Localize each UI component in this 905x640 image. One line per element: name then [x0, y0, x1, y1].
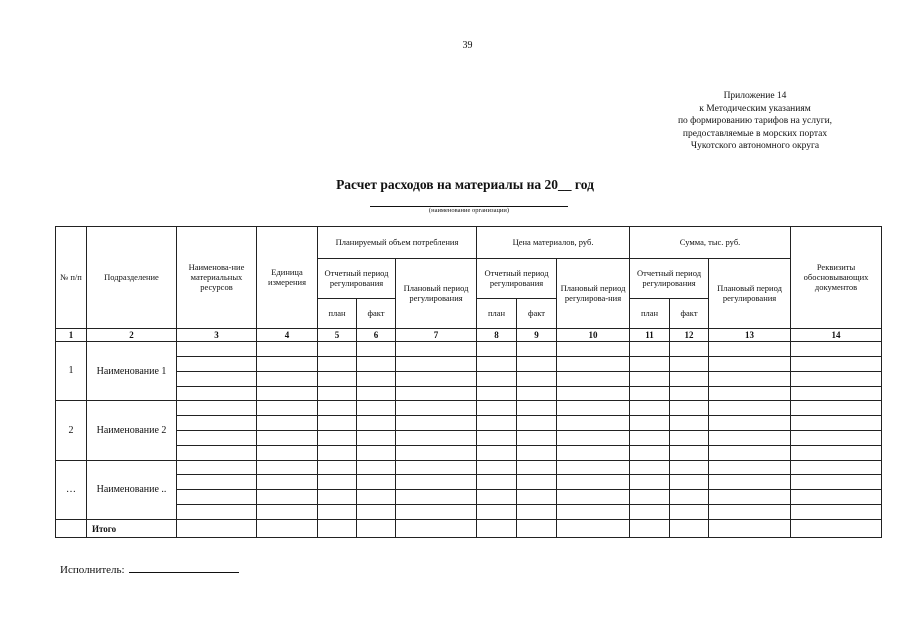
- header-planned-period: Плановый период регулирования: [709, 258, 791, 328]
- row-number: 2: [56, 401, 87, 460]
- table-cell: [791, 371, 882, 386]
- header-sum: Сумма, тыс. руб.: [630, 227, 791, 259]
- table-cell: [396, 520, 477, 538]
- table-cell: [357, 520, 396, 538]
- table-cell: [177, 520, 257, 538]
- header-fact: факт: [517, 298, 557, 328]
- table-cell: [396, 431, 477, 446]
- table-row: [56, 386, 882, 401]
- table-cell: [477, 460, 517, 475]
- document-title: Расчет расходов на материалы на 20__ год: [336, 177, 594, 192]
- table-cell: [517, 386, 557, 401]
- table-cell: [318, 490, 357, 505]
- table-cell: [557, 475, 630, 490]
- table-cell: [396, 460, 477, 475]
- header-resources: Наименова-ние материальных ресурсов: [177, 227, 257, 329]
- table-cell: [630, 401, 670, 416]
- table-cell: [557, 357, 630, 372]
- table-cell: [177, 505, 257, 520]
- table-cell: [709, 520, 791, 538]
- table-cell: [517, 460, 557, 475]
- table-cell: [396, 475, 477, 490]
- column-number: 2: [87, 328, 177, 342]
- column-number: 5: [318, 328, 357, 342]
- table-cell: [670, 490, 709, 505]
- column-number: 7: [396, 328, 477, 342]
- executor-label: Исполнитель:: [60, 564, 125, 576]
- table-cell: [709, 371, 791, 386]
- table-cell: [257, 342, 318, 357]
- materials-expense-table: [55, 226, 882, 538]
- table-cell: [257, 357, 318, 372]
- table-cell: [177, 445, 257, 460]
- table-cell: [517, 490, 557, 505]
- header-report-period: Отчетный период регулирования: [477, 258, 557, 298]
- appendix-line: Чукотского автономного округа: [690, 141, 820, 151]
- table-cell: [477, 342, 517, 357]
- table-cell: [257, 490, 318, 505]
- page-number: 39: [462, 40, 473, 51]
- table-cell: [630, 520, 670, 538]
- table-cell: [177, 460, 257, 475]
- header-num: № п/п: [56, 227, 87, 329]
- table-cell: [177, 357, 257, 372]
- table-cell: [670, 475, 709, 490]
- table-cell: [318, 342, 357, 357]
- table-cell: [517, 431, 557, 446]
- table-cell: [357, 505, 396, 520]
- table-cell: [477, 475, 517, 490]
- table-cell: [709, 386, 791, 401]
- table-cell: [791, 445, 882, 460]
- table-row: [56, 475, 882, 490]
- header-planned-period: Плановый период регулирова-ния: [557, 258, 630, 328]
- table-cell: [357, 490, 396, 505]
- table-cell: [357, 416, 396, 431]
- table-cell: [517, 401, 557, 416]
- total-row: [56, 520, 882, 538]
- table-cell: [791, 386, 882, 401]
- column-number: 8: [477, 328, 517, 342]
- table-cell: [357, 342, 396, 357]
- table-cell: [517, 445, 557, 460]
- table-cell: [477, 401, 517, 416]
- table-cell: [670, 445, 709, 460]
- table-cell: [318, 460, 357, 475]
- table-cell: [557, 445, 630, 460]
- table-cell: [56, 520, 87, 538]
- column-number: 4: [257, 328, 318, 342]
- table-cell: [557, 342, 630, 357]
- table-cell: [396, 401, 477, 416]
- table-cell: [318, 401, 357, 416]
- signature-line: [129, 563, 239, 573]
- table-cell: [177, 342, 257, 357]
- table-cell: [477, 371, 517, 386]
- table-cell: [630, 505, 670, 520]
- table-cell: [791, 342, 882, 357]
- table-cell: [517, 505, 557, 520]
- table-cell: [177, 416, 257, 431]
- table-cell: [318, 386, 357, 401]
- table-cell: [670, 371, 709, 386]
- table-cell: [630, 460, 670, 475]
- header-docs: Реквизиты обосновывающих документов: [791, 227, 882, 329]
- column-number: 6: [357, 328, 396, 342]
- table-cell: [257, 416, 318, 431]
- table-cell: [477, 520, 517, 538]
- table-cell: [517, 520, 557, 538]
- header-plan: план: [630, 298, 670, 328]
- row-number: …: [56, 460, 87, 519]
- table-cell: [257, 431, 318, 446]
- division-name: Наименование 2: [87, 401, 177, 460]
- header-fact: факт: [357, 298, 396, 328]
- division-name: Наименование ..: [87, 460, 177, 519]
- table-cell: [477, 490, 517, 505]
- table-cell: [630, 416, 670, 431]
- table-cell: [318, 445, 357, 460]
- table-cell: [257, 505, 318, 520]
- table-cell: [709, 401, 791, 416]
- header-unit: Единица измерения: [257, 227, 318, 329]
- organization-caption: (наименование организации): [428, 207, 510, 214]
- table-cell: [709, 342, 791, 357]
- table-cell: [709, 416, 791, 431]
- column-number: 1: [56, 328, 87, 342]
- table-row: [56, 445, 882, 460]
- table-cell: [357, 401, 396, 416]
- table-cell: [318, 520, 357, 538]
- table-cell: [791, 520, 882, 538]
- table-cell: [557, 386, 630, 401]
- table-cell: [357, 371, 396, 386]
- division-name: Наименование 1: [87, 342, 177, 401]
- table-cell: [557, 490, 630, 505]
- header-plan: план: [318, 298, 357, 328]
- table-row: [56, 431, 882, 446]
- table-cell: [396, 490, 477, 505]
- table-cell: [257, 445, 318, 460]
- table-cell: [557, 401, 630, 416]
- table-cell: [517, 475, 557, 490]
- table-cell: [517, 342, 557, 357]
- table-cell: [791, 357, 882, 372]
- table-cell: [709, 431, 791, 446]
- table-cell: [357, 357, 396, 372]
- table-cell: [318, 505, 357, 520]
- table-cell: [477, 431, 517, 446]
- table-cell: [257, 401, 318, 416]
- table-cell: [791, 460, 882, 475]
- table-cell: [257, 371, 318, 386]
- table-cell: [791, 401, 882, 416]
- table-header: [56, 227, 882, 329]
- column-numbers-row: [56, 328, 882, 342]
- table-cell: [477, 416, 517, 431]
- table-cell: [177, 401, 257, 416]
- table-cell: [709, 505, 791, 520]
- table-cell: [257, 475, 318, 490]
- table-cell: [318, 371, 357, 386]
- table-cell: [517, 357, 557, 372]
- table-cell: [357, 460, 396, 475]
- table-cell: [709, 357, 791, 372]
- table-cell: [396, 445, 477, 460]
- table-cell: [630, 357, 670, 372]
- table-row: [56, 371, 882, 386]
- table-row: [56, 416, 882, 431]
- table-cell: [630, 490, 670, 505]
- table-cell: [177, 386, 257, 401]
- table-cell: [396, 386, 477, 401]
- table-cell: [357, 386, 396, 401]
- header-planned-volume: Планируемый объем потребления: [318, 227, 477, 259]
- table-row: [56, 490, 882, 505]
- table-cell: [791, 431, 882, 446]
- table-cell: [709, 460, 791, 475]
- table-cell: [670, 520, 709, 538]
- table-cell: [318, 357, 357, 372]
- appendix-line: Приложение 14: [723, 91, 787, 101]
- table-cell: [318, 475, 357, 490]
- table-cell: [630, 475, 670, 490]
- table-cell: [557, 416, 630, 431]
- table-cell: [670, 357, 709, 372]
- table-cell: [557, 505, 630, 520]
- table-cell: [257, 386, 318, 401]
- appendix-line: по формированию тарифов на услуги,: [677, 116, 833, 126]
- table-cell: [670, 431, 709, 446]
- appendix-note: [640, 90, 870, 153]
- table-cell: [791, 505, 882, 520]
- table-cell: [477, 445, 517, 460]
- table-cell: [670, 460, 709, 475]
- table-cell: [791, 416, 882, 431]
- table-body: [56, 342, 882, 520]
- table-cell: [477, 357, 517, 372]
- appendix-line: предоставляемые в морских портах: [682, 128, 828, 139]
- table-cell: [630, 445, 670, 460]
- appendix-line: к Методическим указаниям: [699, 103, 811, 114]
- table-cell: [709, 475, 791, 490]
- table-cell: [670, 416, 709, 431]
- table-row: [56, 460, 882, 475]
- column-number: 11: [630, 328, 670, 342]
- total-label: Итого: [87, 520, 177, 538]
- total-section: [56, 520, 882, 538]
- table-cell: [709, 445, 791, 460]
- table-cell: [630, 431, 670, 446]
- table-cell: [477, 505, 517, 520]
- table-cell: [396, 416, 477, 431]
- table-row: [56, 342, 882, 357]
- table-cell: [477, 386, 517, 401]
- table-cell: [357, 445, 396, 460]
- column-number: 3: [177, 328, 257, 342]
- table-row: [56, 401, 882, 416]
- header-report-period: Отчетный период регулирования: [318, 258, 396, 298]
- table-row: [56, 505, 882, 520]
- table-cell: [357, 475, 396, 490]
- table-cell: [557, 371, 630, 386]
- column-number: 10: [557, 328, 630, 342]
- table-row: [56, 357, 882, 372]
- table-cell: [557, 520, 630, 538]
- table-cell: [396, 371, 477, 386]
- table-cell: [670, 401, 709, 416]
- table-cell: [670, 386, 709, 401]
- table-cell: [517, 416, 557, 431]
- table-cell: [177, 371, 257, 386]
- table-cell: [630, 386, 670, 401]
- table-cell: [557, 431, 630, 446]
- header-report-period: Отчетный период регулирования: [630, 258, 709, 298]
- header-price: Цена материалов, руб.: [477, 227, 630, 259]
- table-cell: [557, 460, 630, 475]
- table-cell: [630, 371, 670, 386]
- column-number: 12: [670, 328, 709, 342]
- column-number: 13: [709, 328, 791, 342]
- column-number: 14: [791, 328, 882, 342]
- table-cell: [709, 490, 791, 505]
- table-cell: [517, 371, 557, 386]
- table-cell: [318, 416, 357, 431]
- header-fact: факт: [670, 298, 709, 328]
- table-cell: [177, 431, 257, 446]
- column-number: 9: [517, 328, 557, 342]
- table-cell: [318, 431, 357, 446]
- table-cell: [791, 475, 882, 490]
- table-cell: [257, 460, 318, 475]
- table-cell: [396, 342, 477, 357]
- header-plan: план: [477, 298, 517, 328]
- row-number: 1: [56, 342, 87, 401]
- table-cell: [257, 520, 318, 538]
- header-planned-period: Плановый период регулирования: [396, 258, 477, 328]
- executor-signature: [60, 563, 239, 576]
- table-cell: [670, 505, 709, 520]
- header-division: Подразделение: [87, 227, 177, 329]
- table-cell: [177, 490, 257, 505]
- table-cell: [630, 342, 670, 357]
- table-cell: [396, 505, 477, 520]
- table-cell: [396, 357, 477, 372]
- table-cell: [177, 475, 257, 490]
- table-cell: [357, 431, 396, 446]
- table-cell: [791, 490, 882, 505]
- table-cell: [670, 342, 709, 357]
